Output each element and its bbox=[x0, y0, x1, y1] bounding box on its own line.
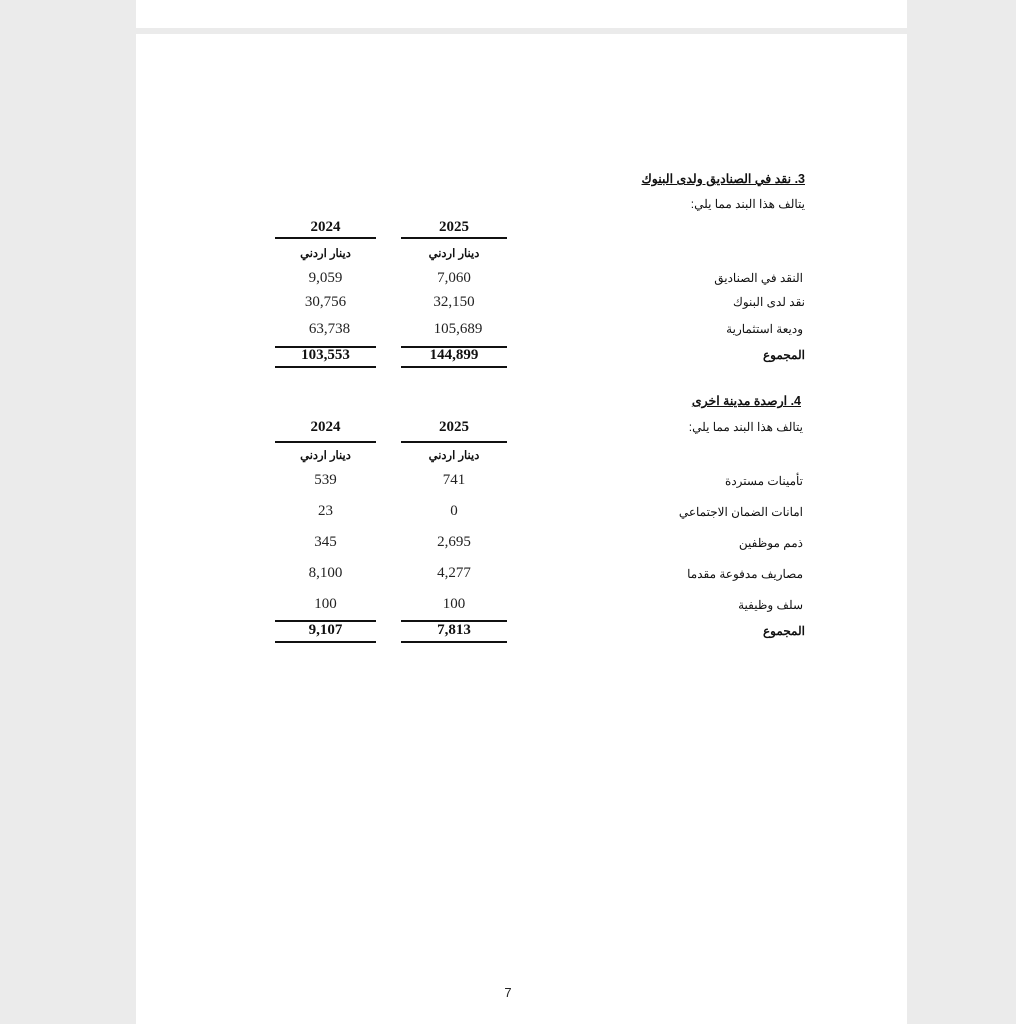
s4-currency-2024: دينار اردني bbox=[300, 450, 351, 462]
s4-row-label: تأمينات مستردة bbox=[725, 474, 803, 488]
s3-year-2024: 2024 bbox=[310, 219, 341, 235]
s3-row-value-2025: 7,060 bbox=[437, 270, 471, 286]
s4-row-label: ذمم موظفين bbox=[738, 536, 803, 550]
s3-total-label: المجموع bbox=[763, 348, 805, 362]
s3-currency-2024: دينار اردني bbox=[300, 248, 351, 260]
s4-total-bottom-rule-2025 bbox=[401, 641, 507, 643]
section-4-title: 4. ارصدة مدينة اخرى bbox=[691, 394, 801, 408]
s4-currency-2025: دينار اردني bbox=[428, 450, 480, 462]
s3-year-2025: 2025 bbox=[439, 219, 469, 235]
s3-currency-2025: دينار اردني bbox=[428, 248, 480, 260]
section-3-title: 3. نقد في الصناديق ولدى البنوك bbox=[641, 172, 805, 186]
s4-year-2024: 2024 bbox=[310, 419, 341, 435]
s3-total-2025: 144,899 bbox=[429, 347, 479, 363]
s3-row-value-2025: 32,150 bbox=[433, 294, 475, 310]
s4-header-rule-2025 bbox=[401, 441, 507, 443]
s3-row-value-2024: 30,756 bbox=[304, 294, 347, 310]
s4-row-label: امانات الضمان الاجتماعي bbox=[678, 505, 803, 519]
s3-row-value-2025: 105,689 bbox=[433, 321, 483, 337]
s3-row-label: وديعة استثمارية bbox=[726, 322, 803, 336]
s4-row-value-2025: 2,695 bbox=[437, 534, 471, 550]
s3-header-rule-2025 bbox=[401, 237, 507, 239]
s4-total-2024: 9,107 bbox=[308, 622, 343, 638]
s4-total-2025: 7,813 bbox=[437, 622, 471, 638]
s4-row-value-2024: 539 bbox=[314, 472, 337, 488]
s4-row-label: سلف وظيفية bbox=[738, 598, 803, 612]
s3-row-label: نقد لدى البنوك bbox=[732, 295, 805, 309]
previous-page-edge bbox=[136, 0, 907, 28]
section-3-intro: يتالف هذا البند مما يلي: bbox=[690, 197, 805, 211]
s4-row-value-2024: 23 bbox=[318, 503, 333, 519]
page-number: 7 bbox=[504, 985, 512, 1000]
s3-total-bottom-rule-2024 bbox=[275, 366, 376, 368]
s4-row-value-2025: 741 bbox=[442, 472, 466, 488]
s3-row-value-2024: 9,059 bbox=[308, 270, 343, 286]
s4-row-value-2024: 8,100 bbox=[308, 565, 343, 581]
s4-row-value-2025: 0 bbox=[450, 503, 458, 519]
s4-year-2025: 2025 bbox=[439, 419, 469, 435]
s4-row-value-2024: 100 bbox=[314, 596, 337, 612]
s4-total-bottom-rule-2024 bbox=[275, 641, 376, 643]
s4-row-value-2025: 100 bbox=[442, 596, 466, 612]
s3-header-rule-2024 bbox=[275, 237, 376, 239]
s4-header-rule-2024 bbox=[275, 441, 376, 443]
s3-row-value-2024: 63,738 bbox=[308, 321, 351, 337]
s4-total-label: المجموع bbox=[763, 624, 805, 638]
s3-total-bottom-rule-2025 bbox=[401, 366, 507, 368]
s3-row-label: النقد في الصناديق bbox=[714, 271, 803, 285]
s4-row-label: مصاريف مدفوعة مقدما bbox=[687, 567, 803, 581]
section-4-intro: يتالف هذا البند مما يلي: bbox=[688, 420, 803, 434]
s4-row-value-2025: 4,277 bbox=[437, 565, 471, 581]
s4-row-value-2024: 345 bbox=[314, 534, 337, 550]
s3-total-2024: 103,553 bbox=[301, 347, 350, 363]
